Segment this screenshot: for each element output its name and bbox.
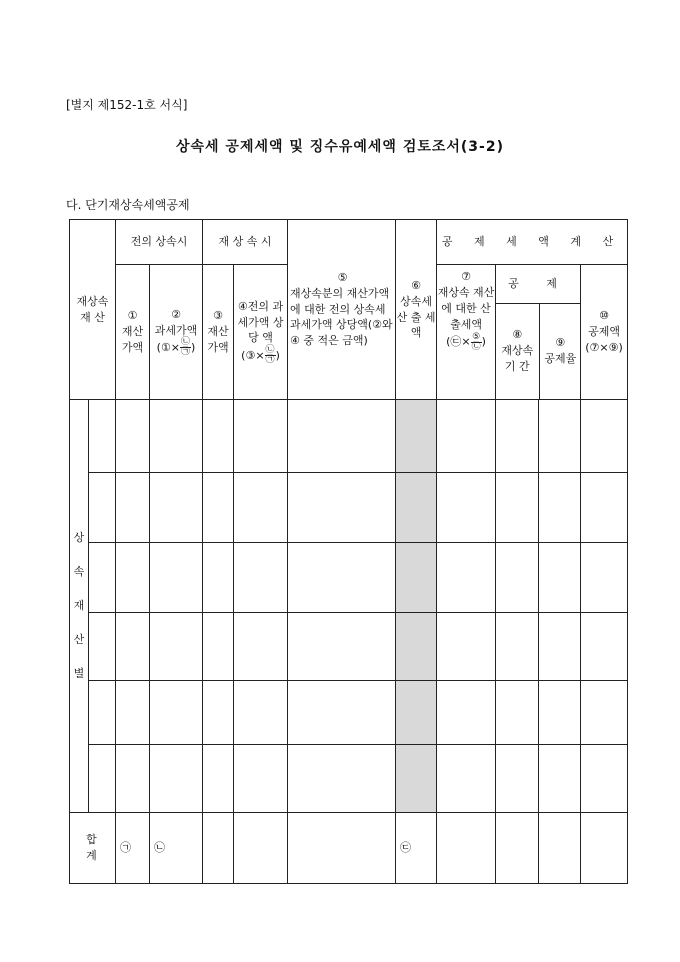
header-col7	[437, 265, 496, 400]
header-col1	[116, 265, 150, 400]
col10-formula: (⑦×⑨)	[585, 340, 623, 354]
col1-number: ①	[127, 309, 138, 323]
col6-number: ⑥	[411, 278, 421, 292]
col4-formula: (③× $\frac{㉡}{㉠}$ )	[241, 345, 280, 366]
total-mark-3: ㉢	[396, 813, 437, 884]
table-row	[70, 543, 628, 613]
vertical-label: 상 속 재 산 별	[70, 400, 89, 813]
header-gongje-group	[496, 265, 581, 400]
col3-label: 재산 가액	[207, 325, 229, 354]
col10-number: ⑩	[599, 309, 609, 323]
total-row	[70, 813, 628, 884]
col8-label: 재상속 기 간	[501, 344, 534, 374]
header-col3	[203, 265, 234, 400]
header-deduction-calc: 공 제 세 액 계 산	[437, 220, 628, 265]
table-row	[70, 681, 628, 745]
header-re-inheritance: 재 상 속 시	[203, 220, 288, 265]
total-label: 합 계	[70, 813, 116, 884]
header-col9	[539, 303, 581, 399]
col7-number: ⑦	[461, 270, 471, 283]
header-col5	[288, 220, 396, 400]
col8-number: ⑧	[512, 328, 523, 342]
col5-label: 재상속분의 재산가액에 대한 전의 상속세 과세가액 상당액(②와 ④ 중 적은 금액)	[290, 286, 393, 348]
col7-label: 재상속 재산에 대한 산출세액	[437, 285, 495, 331]
col9-label: 공제율	[544, 352, 577, 366]
col2-number: ②	[171, 307, 181, 321]
table-row	[70, 613, 628, 681]
col9-number: ⑨	[555, 336, 566, 350]
col2-label: 과세가액	[154, 323, 198, 337]
deduction-table	[69, 219, 628, 884]
col2-formula: (①× $\frac{㉡}{㉠}$ )	[156, 337, 196, 358]
total-mark-2: ㉡	[150, 813, 203, 884]
header-col8	[496, 303, 539, 399]
col5-number: ⑤	[337, 270, 348, 284]
header-col6	[396, 220, 437, 400]
table-row	[70, 745, 628, 813]
header-col4	[234, 265, 288, 400]
form-id: [별지 제152-1호 서식]	[66, 98, 188, 112]
table-row	[70, 400, 628, 473]
header-col10	[581, 265, 628, 400]
page-title: 상속세 공제세액 및 징수유예세액 검토조서(3-2)	[175, 139, 505, 155]
col10-label: 공제액	[588, 325, 620, 339]
header-property: 재상속 재 산	[70, 220, 116, 400]
table-row	[70, 473, 628, 543]
col6-label: 상속세 산 출 세 액	[396, 294, 436, 340]
col1-label: 재산 가액	[121, 325, 144, 354]
col7-formula: (㉢× $\frac{\text{⑤}}{㉡}$ )	[446, 331, 486, 352]
total-mark-1: ㉠	[116, 813, 150, 884]
header-col2	[150, 265, 203, 400]
header-gongje: 공 제	[496, 265, 581, 303]
header-prev-inheritance: 전의 상속시	[116, 220, 203, 265]
col3-number: ③	[213, 309, 223, 323]
col4-label: ④전의 과세가액 상 당 액	[237, 299, 284, 345]
section-label: 다. 단기재상속세액공제	[66, 198, 190, 212]
